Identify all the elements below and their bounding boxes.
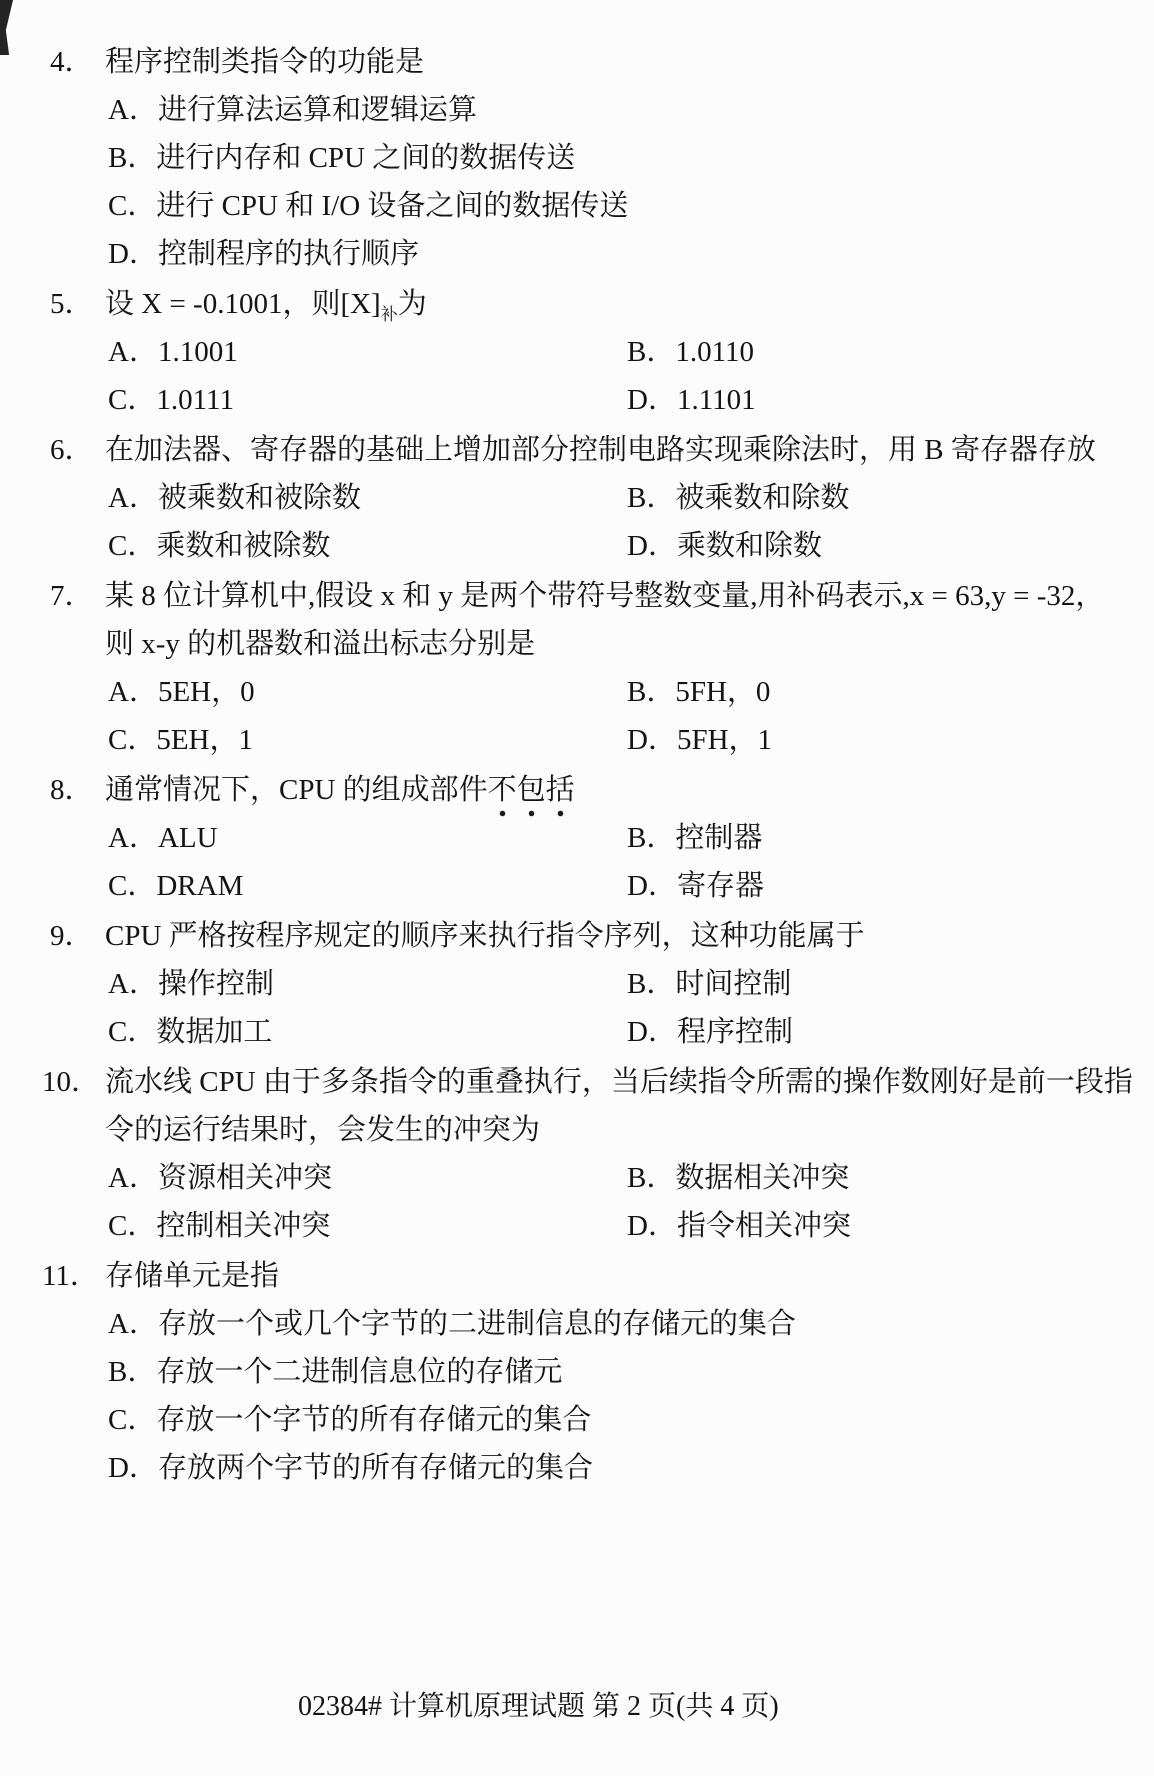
question-10 <box>0 1058 1154 1250</box>
question-text-continued: 则 x-y 的机器数和溢出标志分别是 <box>105 628 536 660</box>
question-text-pre: 通常情况下，CPU 的组成部件 <box>105 774 488 806</box>
option: C．存放一个字节的所有存储元的集合 <box>108 1404 592 1436</box>
options-row <box>0 1008 1154 1056</box>
question-text: 程序控制类指令的功能是 <box>105 46 425 78</box>
question-7 <box>0 572 1154 764</box>
options-row <box>0 814 1154 862</box>
options-row <box>0 328 1154 376</box>
option: D．程序控制 <box>627 1016 793 1048</box>
option: C．乘数和被除数 <box>108 530 331 562</box>
option: A．被乘数和被除数 <box>108 482 361 514</box>
question-line <box>0 426 1154 474</box>
question-number: 6． <box>50 434 94 466</box>
subscript-text: 补 <box>380 305 398 324</box>
question-5 <box>0 280 1154 424</box>
options-row <box>0 1154 1154 1202</box>
question-text-post: 为 <box>397 288 427 320</box>
option: B．时间控制 <box>627 968 792 1000</box>
question-text: 某 8 位计算机中,假设 x 和 y 是两个带符号整数变量,用补码表示,x = 63,y = -32， <box>105 580 1105 612</box>
options-row <box>0 522 1154 570</box>
question-4 <box>0 38 1154 278</box>
option: A．进行算法运算和逻辑运算 <box>108 94 477 126</box>
option: A．5EH，0 <box>108 676 255 708</box>
question-line <box>0 38 1154 86</box>
options-row <box>0 376 1154 424</box>
question-text: 流水线 CPU 由于多条指令的重叠执行，当后续指令所需的操作数刚好是前一段指 <box>105 1066 1133 1098</box>
option: B．1.0110 <box>627 336 755 368</box>
question-number: 4． <box>50 46 94 78</box>
option: C．5EH，1 <box>108 724 254 756</box>
question-line <box>0 912 1154 960</box>
question-text: 在加法器、寄存器的基础上增加部分控制电路实现乘除法时，用 B 寄存器存放 <box>105 434 1096 466</box>
option: B．进行内存和 CPU 之间的数据传送 <box>108 142 576 174</box>
question-list <box>0 38 1154 1492</box>
question-6 <box>0 426 1154 570</box>
option: A．1.1001 <box>108 336 238 368</box>
question-line <box>0 1058 1154 1106</box>
question-text <box>105 766 1154 814</box>
option: D．存放两个字节的所有存储元的集合 <box>108 1452 593 1484</box>
question-number: 7． <box>50 580 94 612</box>
option: D．寄存器 <box>627 870 764 902</box>
question-line <box>0 766 1154 814</box>
question-number: 11． <box>42 1260 99 1292</box>
option: C．数据加工 <box>108 1016 273 1048</box>
question-text: CPU 严格按程序规定的顺序来执行指令序列，这种功能属于 <box>105 920 865 952</box>
option: B．被乘数和除数 <box>627 482 850 514</box>
options-row <box>0 716 1154 764</box>
option: D．控制程序的执行顺序 <box>108 238 419 270</box>
option: D．指令相关冲突 <box>627 1210 851 1242</box>
emphasized-text: 不包括 <box>488 774 575 818</box>
page-footer: 02384# 计算机原理试题 第 2 页(共 4 页) <box>298 1691 779 1722</box>
option: A．操作控制 <box>108 968 274 1000</box>
question-line <box>0 280 1154 328</box>
options-row <box>0 668 1154 716</box>
question-number: 9． <box>50 920 94 952</box>
question-number: 8． <box>50 774 94 806</box>
option: A．存放一个或几个字节的二进制信息的存储元的集合 <box>108 1308 796 1340</box>
question-text-continued: 令的运行结果时，会发生的冲突为 <box>105 1114 541 1146</box>
option: B．存放一个二进制信息位的存储元 <box>108 1356 563 1388</box>
option: A．ALU <box>108 822 218 854</box>
question-number: 5． <box>50 288 94 320</box>
question-number: 10． <box>42 1066 101 1098</box>
option: B．控制器 <box>627 822 763 854</box>
option: D．5FH，1 <box>627 724 773 756</box>
question-line <box>0 572 1154 620</box>
question-8 <box>0 766 1154 910</box>
option: C．DRAM <box>108 870 244 902</box>
option: D．乘数和除数 <box>627 530 822 562</box>
option: C．进行 CPU 和 I/O 设备之间的数据传送 <box>108 190 629 222</box>
options-row <box>0 474 1154 522</box>
option: A．资源相关冲突 <box>108 1162 332 1194</box>
question-text <box>105 280 1154 328</box>
option: C．1.0111 <box>108 384 234 416</box>
question-line <box>0 1252 1154 1300</box>
options-row <box>0 1202 1154 1250</box>
option: B．5FH，0 <box>627 676 771 708</box>
option: D．1.1101 <box>627 384 756 416</box>
question-text: 存储单元是指 <box>105 1260 280 1292</box>
options-row <box>0 862 1154 910</box>
option: B．数据相关冲突 <box>627 1162 850 1194</box>
question-11 <box>0 1252 1154 1492</box>
question-9 <box>0 912 1154 1056</box>
options-row <box>0 960 1154 1008</box>
question-text-pre: 设 X = -0.1001，则[X] <box>105 288 381 320</box>
option: C．控制相关冲突 <box>108 1210 331 1242</box>
